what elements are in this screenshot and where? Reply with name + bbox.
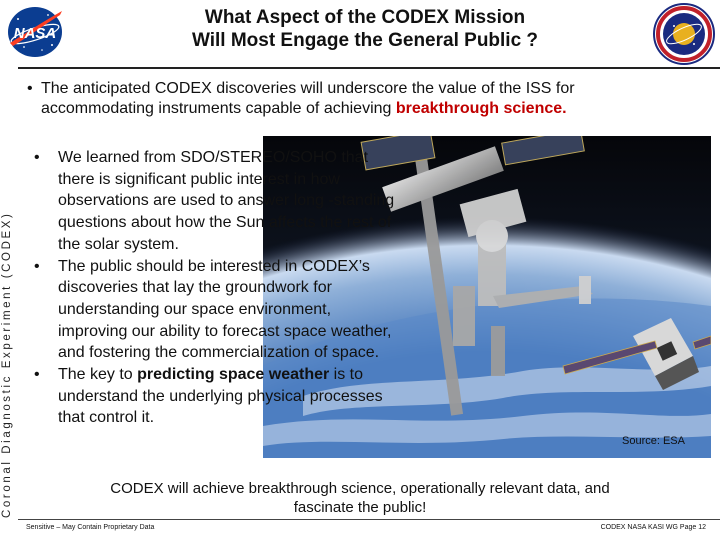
nasa-logo-text: NASA <box>13 25 57 42</box>
header-divider <box>18 67 720 69</box>
page-title-line2: Will Most Engage the General Public ? <box>191 30 539 51</box>
bullet-list <box>34 147 404 429</box>
page-title <box>100 6 630 52</box>
conclusion-line1: CODEX will achieve breakthrough science, operationally relevant data, and <box>110 480 610 497</box>
main-bullet-highlight: breakthrough science. <box>395 100 567 117</box>
bullet-text: The public should be interested in CODEX’s discoveries that lay the groundwork for understanding our space environment, improving our ability to forecast space weather, and fostering the commercialization of space. <box>58 257 392 362</box>
main-bullet <box>27 79 677 119</box>
vertical-side-label: Coronal Diagnostic Experiment (CODEX) <box>1 211 13 518</box>
list-item <box>34 364 404 429</box>
footer-left-text: Sensitive – May Contain Proprietary Data <box>26 524 155 531</box>
list-item <box>34 256 404 365</box>
bullet-text-after: is to understand the underlying physical processes that control it. <box>58 366 383 427</box>
conclusion-text <box>60 479 660 517</box>
bullet-dot: • <box>27 80 33 97</box>
image-caption: Source: ESA <box>622 435 685 447</box>
bullet-text: We learned from SDO/STEREO/SOHO that there is significant public interest in how observations are used to answer long -standing questions about how the Sun affects the rest of the solar system. <box>58 149 395 253</box>
bullet-dot: • <box>34 149 40 166</box>
footer-right-text: CODEX NASA KASI WG Page 12 <box>600 524 706 531</box>
mission-emblem <box>652 2 716 66</box>
footer-divider <box>18 519 720 520</box>
bullet-dot: • <box>34 366 40 384</box>
page-title-line1: What Aspect of the CODEX Mission <box>204 7 526 28</box>
nasa-logo <box>4 3 66 59</box>
bullet-dot: • <box>34 257 40 275</box>
conclusion-line2: fascinate the public! <box>293 499 427 516</box>
main-bullet-text: The anticipated CODEX discoveries will underscore the value of the ISS for accommodating instruments capable of achieving <box>41 80 575 117</box>
list-item <box>34 147 404 256</box>
bullet-text-bold: predicting space weather <box>137 366 330 384</box>
bullet-text-before: The key to <box>58 366 133 384</box>
